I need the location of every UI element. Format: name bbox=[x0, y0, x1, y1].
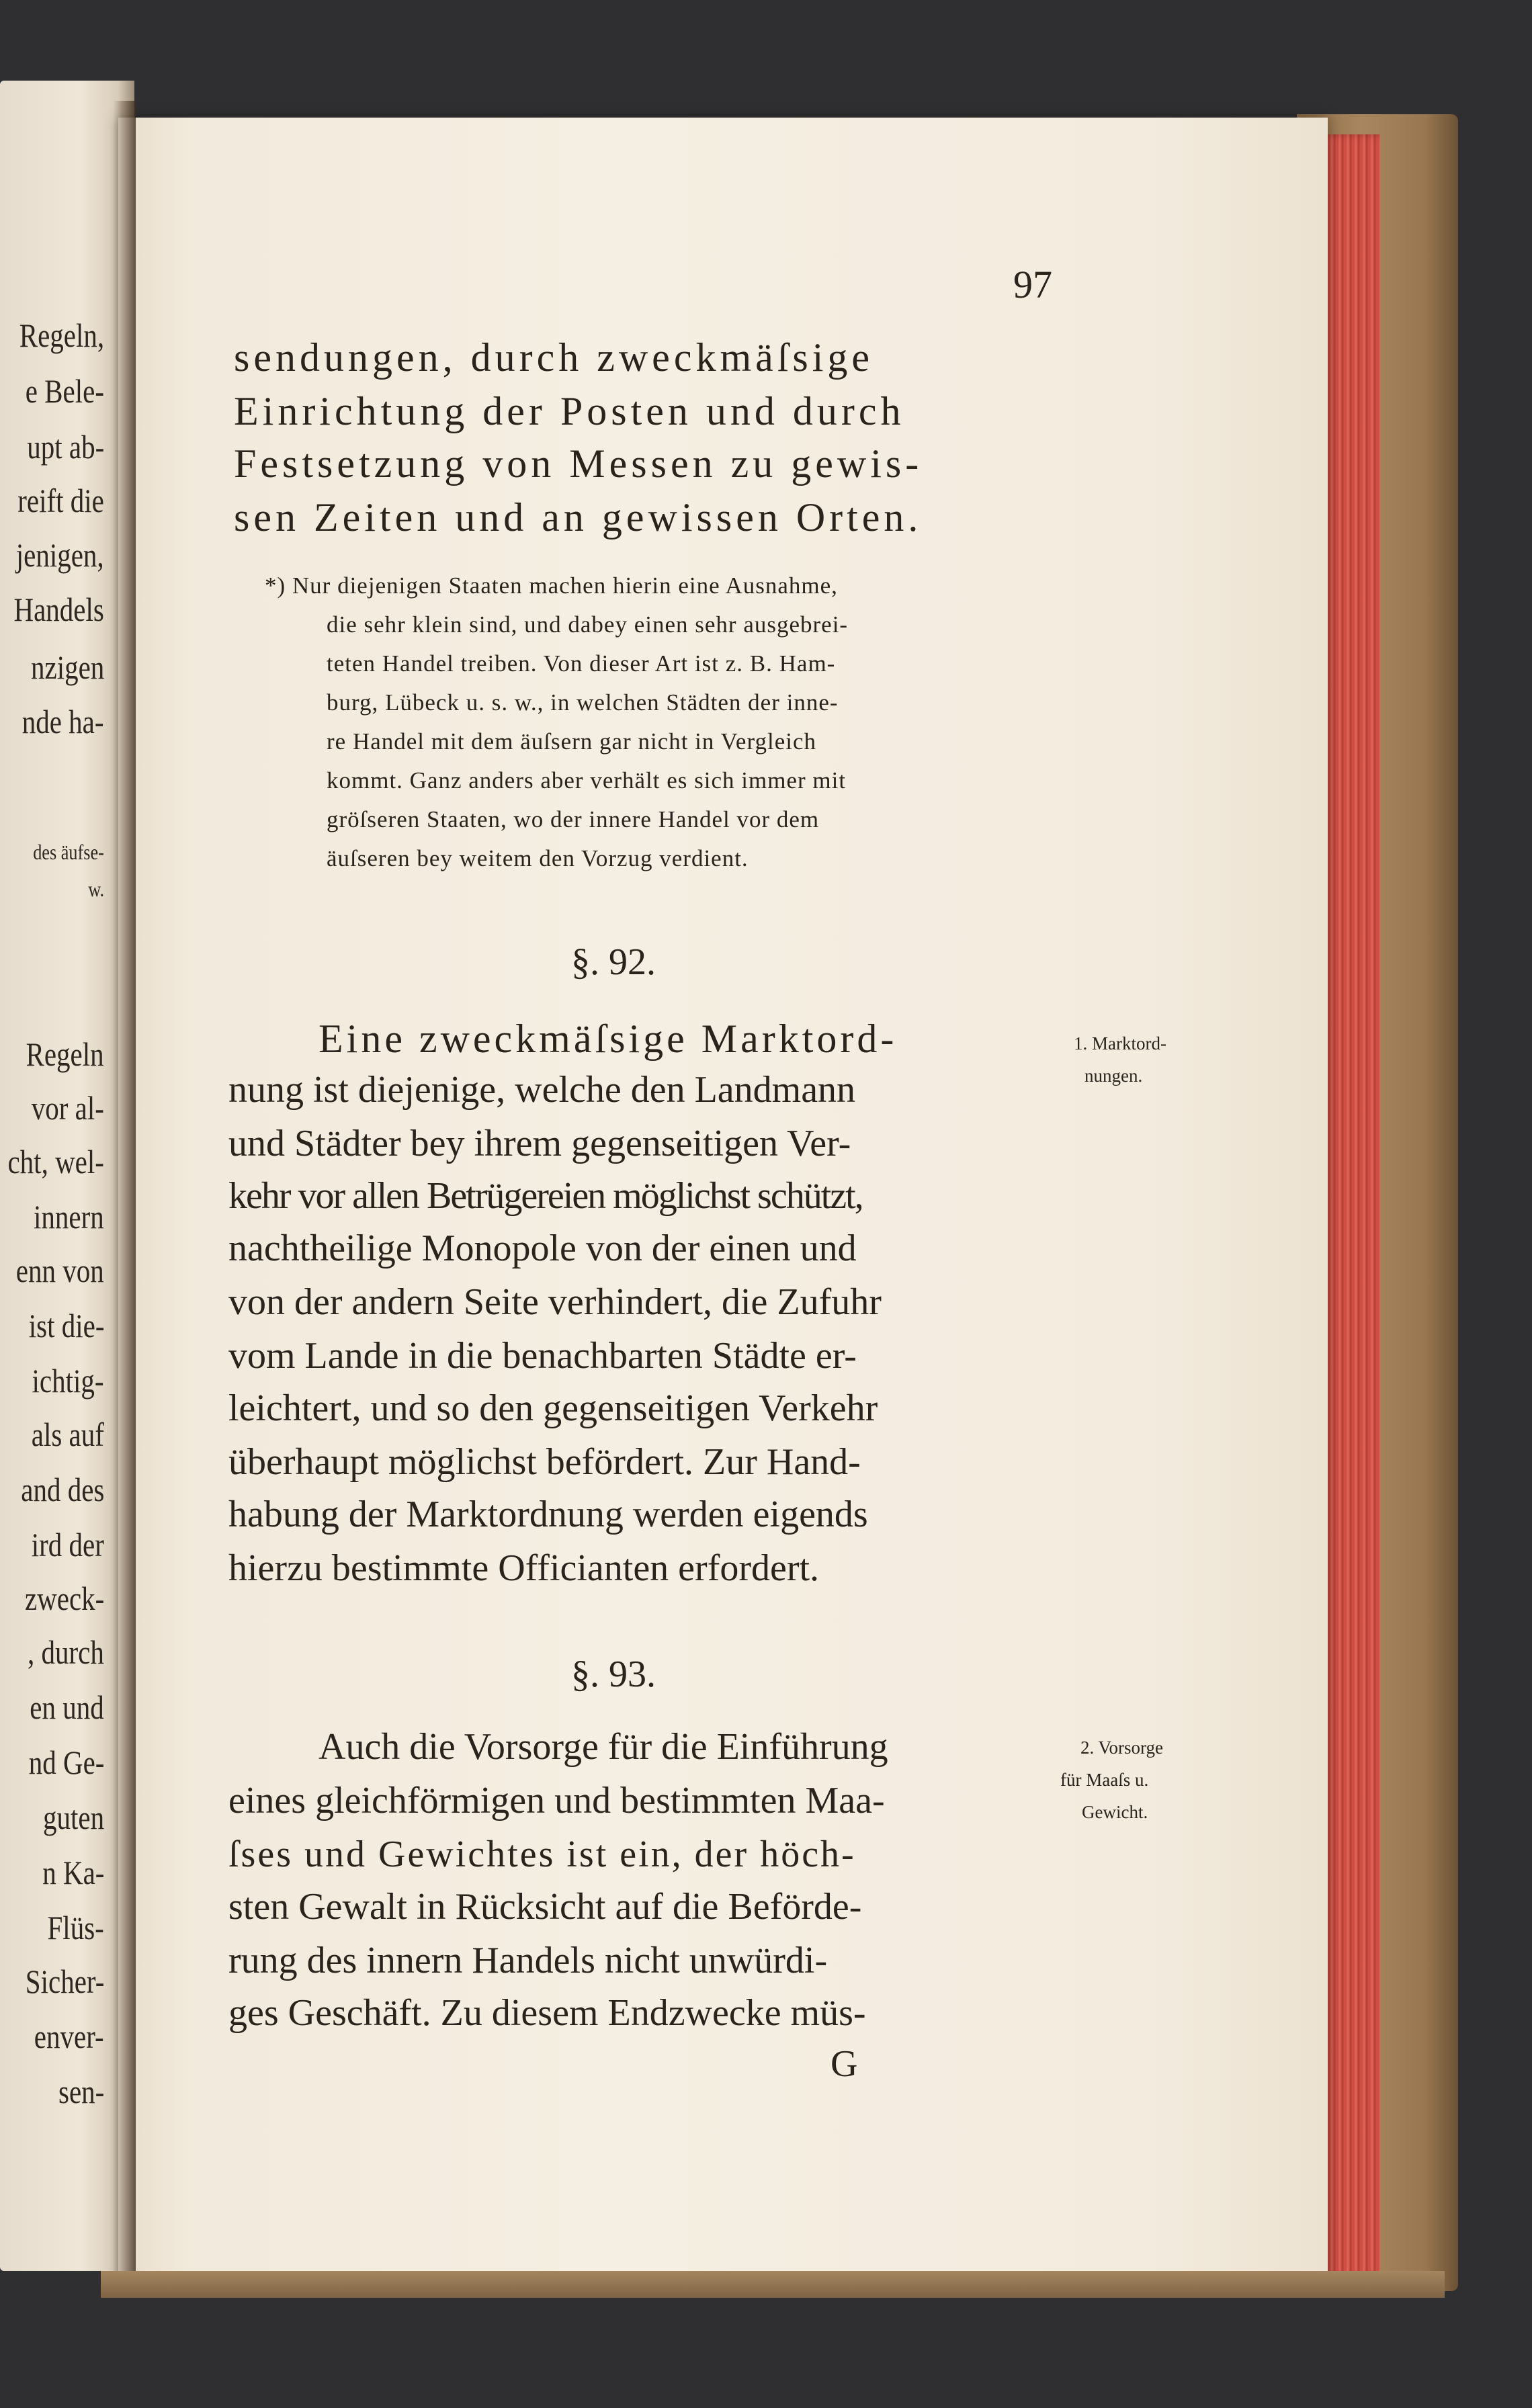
left-fragment: sen- bbox=[58, 2073, 104, 2110]
text-line: sendungen, durch zweckmäſsige bbox=[234, 335, 874, 380]
left-fragment: en und bbox=[30, 1688, 104, 1726]
left-fragment: reift die bbox=[17, 482, 104, 519]
text-line: hierzu bestimmte Officianten erfordert. bbox=[228, 1547, 820, 1589]
text-line: Auch die Vorsorge für die Einführung bbox=[318, 1726, 888, 1768]
text-line: sen Zeiten und an gewissen Orten. bbox=[234, 495, 923, 540]
text-line: habung der Marktordnung werden eigends bbox=[228, 1494, 868, 1535]
text-line: nachtheilige Monopole von der einen und bbox=[228, 1228, 857, 1269]
left-fragment: cht, wel- bbox=[7, 1143, 104, 1180]
red-page-edges bbox=[1321, 134, 1380, 2284]
left-fragment: , durch bbox=[28, 1633, 104, 1671]
text-line: Eine zweckmäſsige Marktord- bbox=[318, 1017, 898, 1061]
left-fragment: w. bbox=[88, 877, 104, 901]
left-fragment: des äufse- bbox=[33, 840, 104, 864]
marginal-note-line: 1. Marktord- bbox=[1074, 1033, 1166, 1054]
left-fragment: innern bbox=[34, 1198, 104, 1236]
text-line: kehr vor allen Betrügereien möglichst schützt, bbox=[228, 1175, 863, 1217]
footnote-line: burg, Lübeck u. s. w., in welchen Städten der inne- bbox=[327, 689, 839, 716]
text-line: ges Geschäft. Zu diesem Endzwecke müs- bbox=[228, 1992, 866, 2034]
footnote-line: teten Handel treiben. Von dieser Art ist z. B. Ham- bbox=[327, 650, 836, 677]
left-fragment: Regeln, bbox=[19, 316, 104, 354]
left-fragment: n Ka- bbox=[42, 1854, 104, 1891]
left-fragment: guten bbox=[42, 1799, 104, 1836]
footnote-line: gröſseren Staaten, wo der innere Handel vor dem bbox=[327, 806, 820, 832]
left-fragment: nzigen bbox=[30, 648, 104, 686]
left-fragment: upt ab- bbox=[27, 428, 104, 466]
left-fragment: and des bbox=[20, 1471, 104, 1508]
text-line: ſses und Gewichtes ist ein, der höch- bbox=[228, 1834, 856, 1875]
left-fragment: ist die- bbox=[28, 1307, 104, 1344]
left-fragment: vor al- bbox=[31, 1089, 104, 1127]
left-fragment: enver- bbox=[34, 2018, 104, 2055]
left-fragment: nd Ge- bbox=[28, 1744, 104, 1781]
text-line: von der andern Seite verhindert, die Zufuhr bbox=[228, 1281, 882, 1323]
marginal-note-line: für Maaſs u. bbox=[1060, 1770, 1149, 1790]
left-fragment: e Bele- bbox=[25, 372, 104, 410]
signature-mark: G bbox=[831, 2043, 858, 2085]
footnote-line: äuſseren bey weitem den Vorzug verdient. bbox=[327, 845, 749, 871]
left-fragment: Handels bbox=[13, 591, 104, 628]
text-line: überhaupt möglichst befördert. Zur Hand- bbox=[228, 1441, 861, 1483]
left-fragment: ird der bbox=[31, 1526, 104, 1563]
text-line: und Städter bey ihrem gegenseitigen Ver- bbox=[228, 1123, 851, 1164]
left-fragment: Regeln bbox=[26, 1035, 104, 1073]
text-line: rung des innern Handels nicht unwürdi- bbox=[228, 1940, 828, 1981]
text-line: sten Gewalt in Rücksicht auf die Beförde- bbox=[228, 1886, 862, 1928]
text-line: Festsetzung von Messen zu gewis- bbox=[234, 441, 923, 486]
section-heading: §. 92. bbox=[571, 941, 656, 983]
footnote-line: *) Nur diejenigen Staaten machen hierin eine Ausnahme, bbox=[265, 572, 838, 599]
left-fragment: als auf bbox=[31, 1416, 104, 1453]
left-fragment: Sicher- bbox=[25, 1963, 104, 2000]
left-fragment: ichtig- bbox=[32, 1362, 104, 1400]
marginal-note-line: Gewicht. bbox=[1082, 1802, 1148, 1822]
left-fragment: Flüs- bbox=[47, 1909, 104, 1946]
text-line: vom Lande in die benachbarten Städte er- bbox=[228, 1335, 857, 1377]
marginal-note-line: nungen. bbox=[1084, 1066, 1143, 1086]
text-line: leichtert, und so den gegenseitigen Verkehr bbox=[228, 1387, 878, 1429]
left-fragment: jenigen, bbox=[16, 536, 104, 574]
text-line: eines gleichförmigen und bestimmten Maa- bbox=[228, 1780, 885, 1821]
footnote-line: die sehr klein sind, und dabey einen sehr ausgebrei- bbox=[327, 611, 849, 638]
page-number: 97 bbox=[1013, 263, 1052, 306]
left-fragment: enn von bbox=[16, 1252, 104, 1289]
text-line: Einrichtung der Posten und durch bbox=[234, 389, 905, 433]
footnote-line: re Handel mit dem äuſsern gar nicht in Vergleich bbox=[327, 728, 816, 755]
text-line: nung ist diejenige, welche den Landmann bbox=[228, 1069, 856, 1111]
left-fragment: nde ha- bbox=[22, 703, 104, 740]
left-fragment: zweck- bbox=[24, 1580, 104, 1617]
marginal-note-line: 2. Vorsorge bbox=[1080, 1737, 1164, 1758]
section-heading: §. 93. bbox=[571, 1653, 656, 1695]
book-gutter bbox=[113, 101, 136, 2271]
footnote-line: kommt. Ganz anders aber verhält es sich immer mit bbox=[327, 767, 847, 793]
book-cover-bottom bbox=[101, 2271, 1445, 2298]
